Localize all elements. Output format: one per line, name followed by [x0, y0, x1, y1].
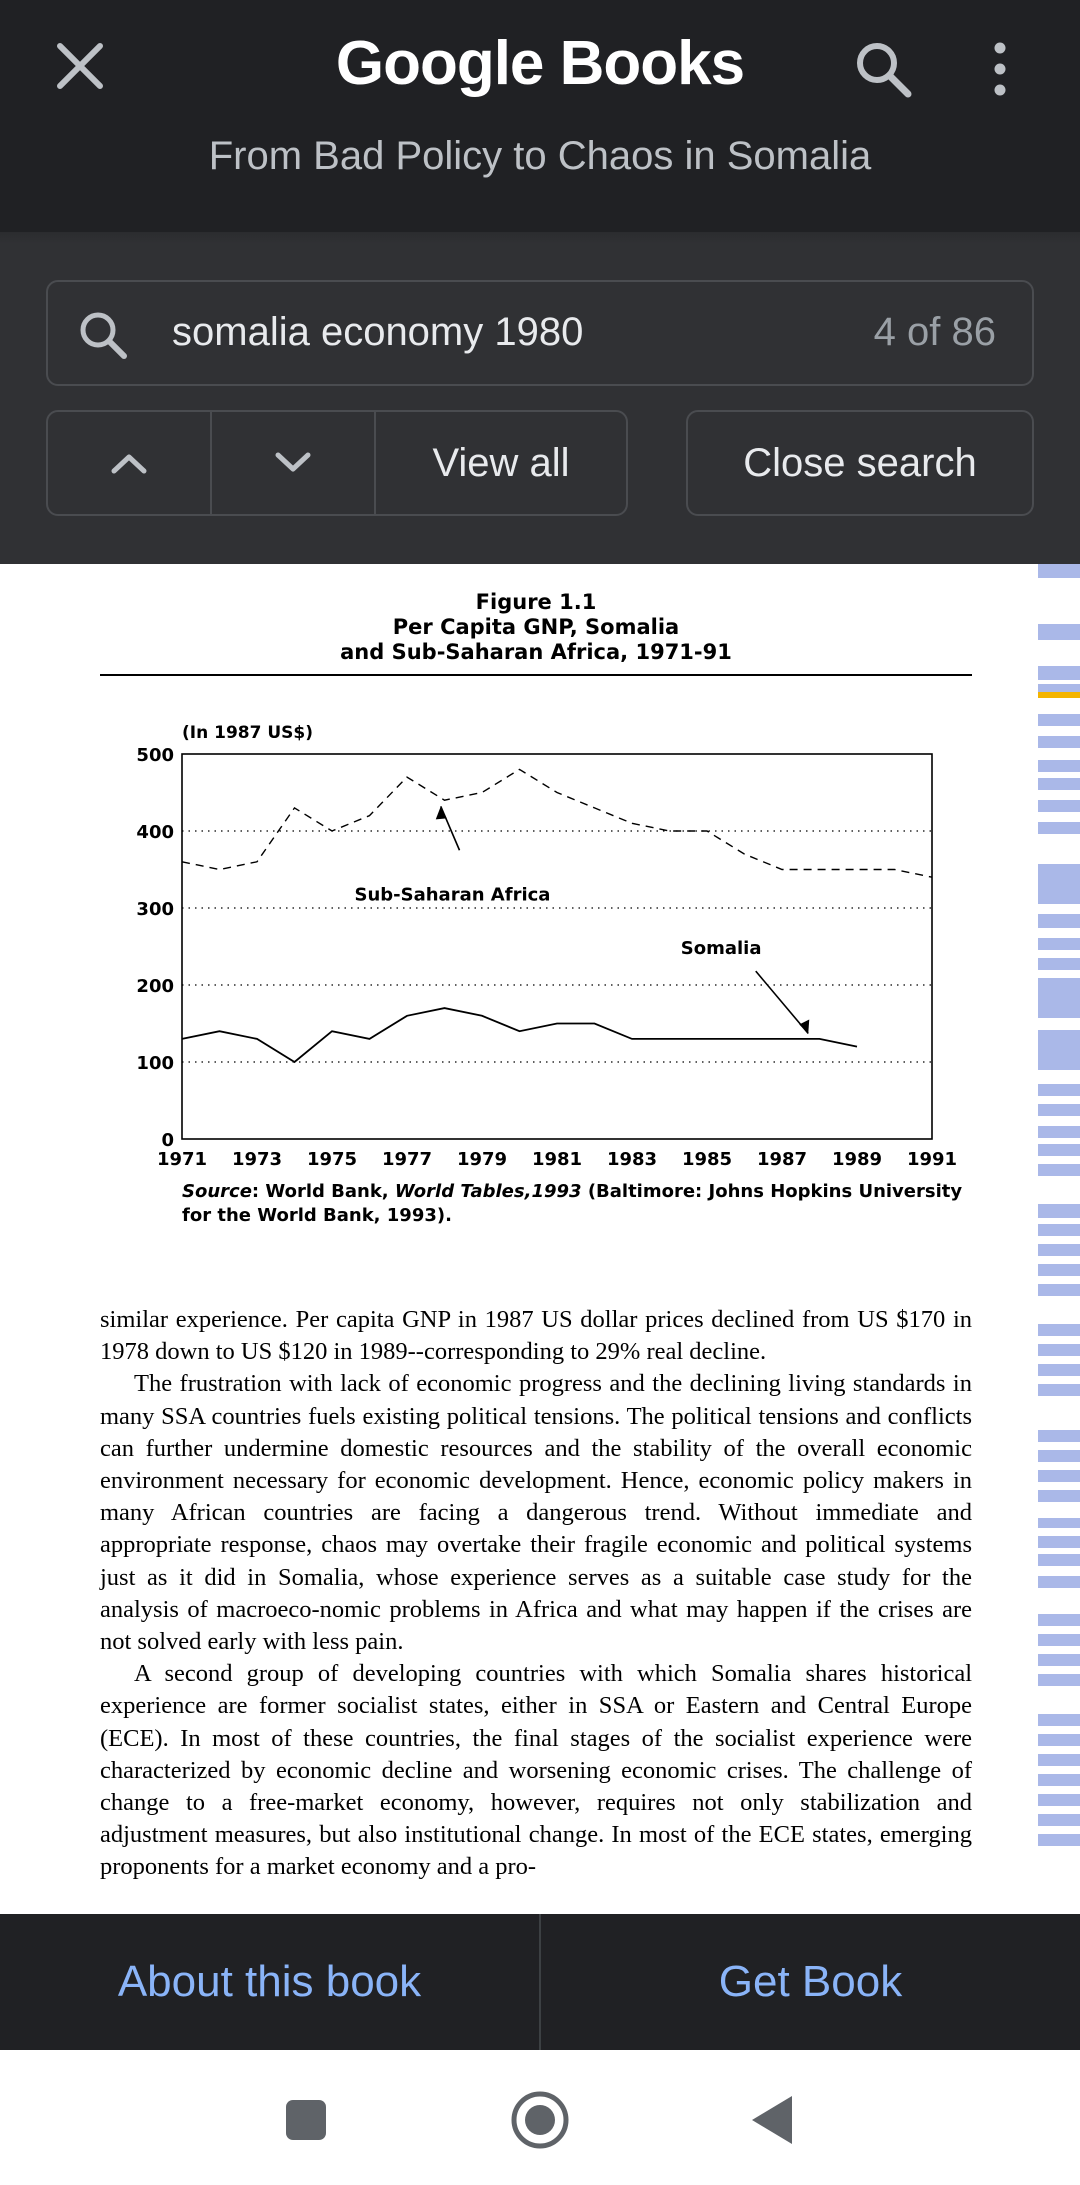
- search-hit-marker[interactable]: [1038, 760, 1080, 772]
- get-book-button[interactable]: Get Book: [718, 1957, 903, 2006]
- close-search-button[interactable]: Close search: [686, 410, 1034, 516]
- gnp-line-chart: [136, 704, 960, 1170]
- search-hit-marker[interactable]: [1038, 1674, 1080, 1686]
- figure-title-line1: Per Capita GNP, Somalia: [392, 615, 680, 639]
- search-hit-marker[interactable]: [1038, 1490, 1080, 1502]
- search-hit-marker[interactable]: [1038, 1714, 1080, 1726]
- search-hit-marker[interactable]: [1038, 1734, 1080, 1746]
- search-hit-marker[interactable]: [1038, 1634, 1080, 1646]
- search-panel: [0, 244, 1080, 564]
- search-hit-marker[interactable]: [1038, 1224, 1080, 1236]
- home-icon[interactable]: [510, 2090, 570, 2155]
- figure-label: Figure 1.1: [475, 590, 597, 614]
- y-tick-label: 400: [136, 822, 174, 843]
- x-tick-label: 1987: [756, 1149, 808, 1170]
- previous-result-button[interactable]: [48, 412, 212, 514]
- search-hit-marker[interactable]: [1038, 800, 1080, 812]
- annotation-sub-saharan-africa: Sub-Saharan Africa: [354, 884, 551, 906]
- book-action-bar: [0, 1914, 1080, 2050]
- book-page[interactable]: [0, 564, 1036, 1914]
- search-hit-marker[interactable]: [1038, 978, 1080, 1018]
- next-result-button[interactable]: [212, 412, 376, 514]
- search-hit-marker[interactable]: [1038, 822, 1080, 834]
- search-hit-marker[interactable]: [1038, 1126, 1080, 1138]
- search-hits-scrollbar[interactable]: [1036, 564, 1080, 1914]
- arrow-head: [799, 1020, 809, 1034]
- y-tick-label: 500: [136, 745, 174, 766]
- search-hit-marker[interactable]: [1038, 1164, 1080, 1176]
- y-tick-label: 100: [136, 1053, 174, 1074]
- more-options-icon[interactable]: [978, 38, 1022, 100]
- search-hit-marker[interactable]: [1038, 1794, 1080, 1806]
- app-header: [0, 0, 1080, 232]
- search-hit-marker[interactable]: [1038, 624, 1080, 640]
- annotation-somalia: Somalia: [680, 938, 762, 960]
- search-hit-marker[interactable]: [1038, 1450, 1080, 1462]
- search-hit-marker[interactable]: [1038, 938, 1080, 950]
- search-hit-marker[interactable]: [1038, 1754, 1080, 1766]
- system-navigation-bar: [0, 2050, 1080, 2185]
- x-tick-label: 1973: [231, 1149, 283, 1170]
- search-hit-marker[interactable]: [1038, 1654, 1080, 1666]
- search-hit-marker[interactable]: [1038, 1244, 1080, 1256]
- back-icon[interactable]: [748, 2094, 796, 2151]
- search-input[interactable]: [46, 280, 1034, 386]
- result-navigation: [46, 410, 628, 516]
- search-hit-marker[interactable]: [1038, 1104, 1080, 1116]
- recents-icon[interactable]: [284, 2098, 328, 2147]
- search-hit-marker[interactable]: [1038, 914, 1080, 928]
- search-hit-marker[interactable]: [1038, 1144, 1080, 1156]
- x-tick-label: 1971: [156, 1149, 208, 1170]
- chevron-up-icon: [109, 451, 149, 475]
- x-tick-label: 1975: [306, 1149, 358, 1170]
- figure-source: Source: World Bank, World Tables,1993 (Baltimore: Johns Hopkins University for the World Bank, 1993).: [182, 1181, 963, 1226]
- search-hit-marker[interactable]: [1038, 1576, 1080, 1588]
- x-tick-label: 1979: [456, 1149, 508, 1170]
- search-hit-marker[interactable]: [1038, 864, 1080, 904]
- paragraph: A second group of developing countries with which Somalia shares historical experience are former socialist states, either in SSA or Eastern and Central Europe (ECE). In most of these countries, the final stages of the socialist experience were characterized by economic decline and worsening economic crises. The challenge of change to a free-market economy, however, requires not only stabilization and adjustment measures, but also institutional change. In most of the ECE states, emerging proponents for a market economy and a pro-: [100, 1660, 972, 1881]
- figure-title-line2: and Sub-Saharan Africa, 1971-91: [340, 640, 732, 664]
- search-hit-marker[interactable]: [1038, 1470, 1080, 1482]
- search-hit-marker[interactable]: [1038, 1030, 1080, 1070]
- paragraph: similar experience. Per capita GNP in 1987 US dollar prices declined from US $170 in 1978 down to US $120 in 1989--corresponding to 29% real decline.: [100, 1306, 972, 1366]
- page-body-text: [100, 1304, 972, 1884]
- search-icon: [76, 308, 130, 362]
- search-hit-marker[interactable]: [1038, 564, 1080, 578]
- search-hit-marker[interactable]: [1038, 1554, 1080, 1566]
- book-title: From Bad Policy to Chaos in Somalia: [208, 134, 872, 178]
- x-tick-label: 1981: [531, 1149, 583, 1170]
- series-line-sub-saharan-africa: [182, 769, 932, 877]
- x-tick-label: 1983: [606, 1149, 658, 1170]
- y-axis-unit-label: (In 1987 US$): [182, 723, 313, 743]
- y-tick-label: 300: [136, 899, 174, 920]
- search-hit-marker[interactable]: [1038, 1518, 1080, 1528]
- app-title: Google Books: [335, 29, 745, 98]
- search-hit-marker[interactable]: [1038, 1834, 1080, 1846]
- search-hit-marker[interactable]: [1038, 1204, 1080, 1218]
- search-hit-marker[interactable]: [1038, 958, 1080, 970]
- figure-rule: [100, 674, 972, 676]
- search-hit-marker[interactable]: [1038, 736, 1080, 748]
- x-tick-label: 1977: [381, 1149, 433, 1170]
- search-hit-marker[interactable]: [1038, 1614, 1080, 1626]
- search-hit-marker[interactable]: [1038, 1344, 1080, 1356]
- search-query: somalia economy 1980: [172, 310, 584, 354]
- x-tick-label: 1991: [906, 1149, 958, 1170]
- chevron-down-icon: [273, 451, 313, 475]
- y-tick-label: 0: [161, 1130, 174, 1151]
- header-divider: [0, 232, 1080, 244]
- result-count: 4 of 86: [873, 310, 996, 354]
- search-hit-marker[interactable]: [1038, 1324, 1080, 1336]
- search-hit-marker[interactable]: [1038, 1774, 1080, 1786]
- search-hit-marker[interactable]: [1038, 1384, 1080, 1396]
- search-hit-marker[interactable]: [1038, 778, 1080, 790]
- plot-frame: [182, 754, 932, 1139]
- search-hit-marker[interactable]: [1038, 1364, 1080, 1376]
- search-hit-marker[interactable]: [1038, 666, 1080, 680]
- search-hit-marker[interactable]: [1038, 1536, 1080, 1548]
- search-icon[interactable]: [852, 38, 914, 100]
- view-all-button[interactable]: View all: [432, 440, 570, 485]
- current-hit-marker[interactable]: [1038, 692, 1080, 698]
- series-line-somalia: [182, 1008, 857, 1062]
- search-hit-marker[interactable]: [1038, 1814, 1080, 1826]
- search-hit-marker[interactable]: [1038, 714, 1080, 726]
- search-hit-marker[interactable]: [1038, 1284, 1080, 1296]
- x-tick-label: 1985: [681, 1149, 733, 1170]
- x-tick-label: 1989: [831, 1149, 883, 1170]
- figure-title: [100, 590, 972, 665]
- about-this-book-button[interactable]: About this book: [117, 1957, 422, 2006]
- arrow-head: [436, 806, 447, 819]
- search-hit-marker[interactable]: [1038, 1084, 1080, 1096]
- search-hit-marker[interactable]: [1038, 1430, 1080, 1442]
- y-tick-label: 200: [136, 976, 174, 997]
- search-hit-marker[interactable]: [1038, 1264, 1080, 1276]
- paragraph: The frustration with lack of economic progress and the declining living standards in many SSA countries fuels existing political tensions. The political tensions and conflicts can further undermine domestic resources and the stability of the overall economic environment necessary for economic development. Hence, economic policy makers in many African countries are facing a dangerous trend. Without immediate and appropriate response, chaos may overtake their fragile economic and political systems just as it did in Somalia, whose experience serves as a suitable case study for the analysis of macroeco-nomic problems in Africa and what may happen if the crises are not solved early with less pain.: [100, 1370, 972, 1656]
